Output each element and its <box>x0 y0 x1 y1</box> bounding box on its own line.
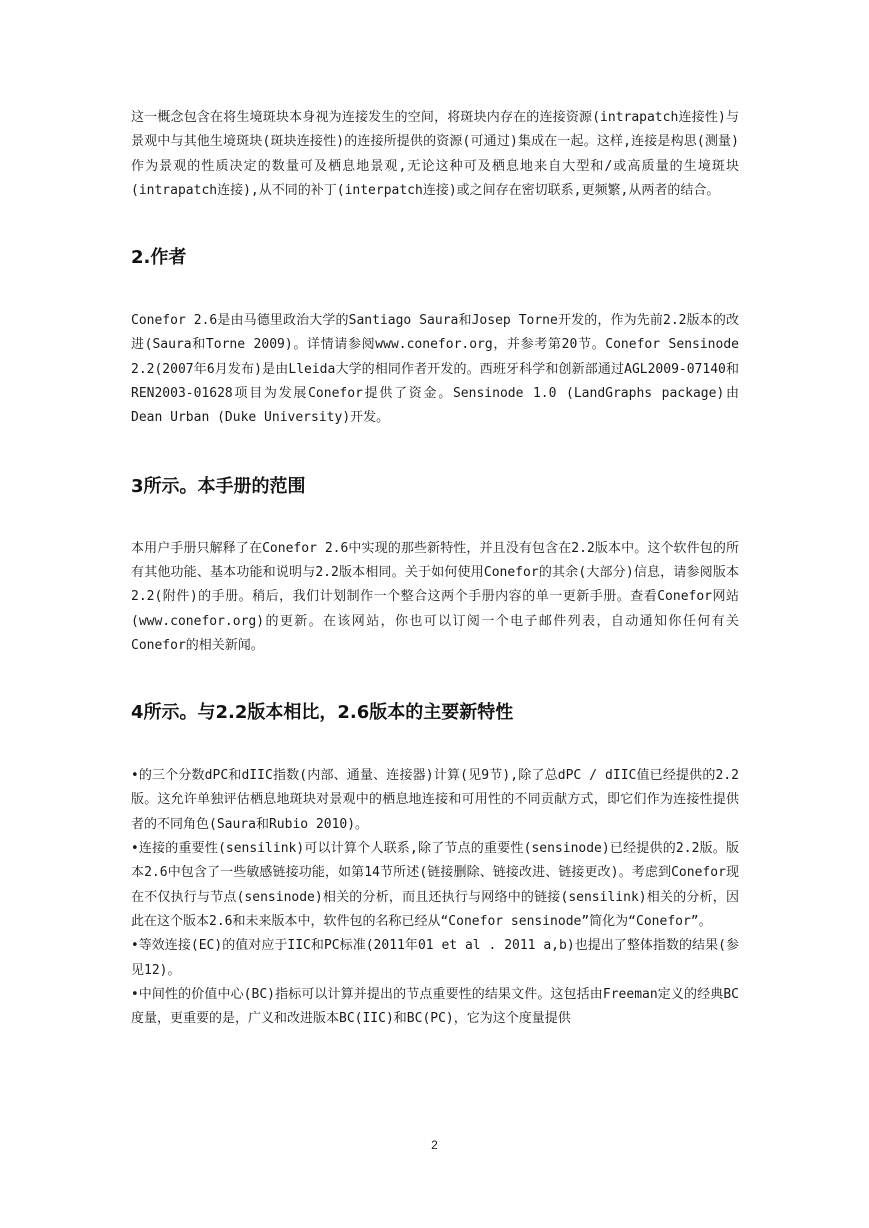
list-item-text: 的三个分数dPC和dIIC指数(内部、通量、连接器)计算(见9节),除了总dPC / dIIC值已经提供的2.2版。这允许单独评估栖息地斑块对景观中的栖息地连接和可用性的不同贡献方式，即它们作为连接性提供者的不同角色(Saura和Rubio 2010)。 <box>131 768 739 832</box>
bullet-icon: • <box>131 938 139 954</box>
page-number: 2 <box>431 1138 438 1152</box>
feature-bullet-list <box>131 764 739 1031</box>
list-item <box>131 934 739 983</box>
list-item <box>131 837 739 934</box>
bullet-icon: • <box>131 986 139 1002</box>
list-item-text: 等效连接(EC)的值对应于IIC和PC标准(2011年01 et al . 2011 a,b)也提出了整体指数的结果(参见12)。 <box>131 938 739 978</box>
section-4-heading: 4所示。与2.2版本相比，2.6版本的主要新特性 <box>131 702 514 724</box>
section-2-paragraph: Conefor 2.6是由马德里政治大学的Santiago Saura和Josep Torne开发的，作为先前2.2版本的改进(Saura和Torne 2009)。详情请参阅www.conefor.org，并参考第20节。Conefor Sensinode 2.2(2007年6月发布)是由Lleida大学的相同作者开发的。西班牙科学和创新部通过AGL2009-07140和REN2003-01628项目为发展Conefor提供了资金。Sensinode 1.0 (LandGraphs package)由Dean Urban (Duke University)开发。 <box>131 313 739 426</box>
section-3-heading: 3所示。本手册的范围 <box>131 475 306 497</box>
section-3-paragraph: 本用户手册只解释了在Conefor 2.6中实现的那些新特性，并且没有包含在2.2版本中。这个软件包的所有其他功能、基本功能和说明与2.2版本相同。关于如何使用Conefor的其余(大部分)信息，请参阅版本2.2(附件)的手册。稍后，我们计划制作一个整合这两个手册内容的单一更新手册。查看Conefor网站(www.conefor.org)的更新。在该网站，你也可以订阅一个电子邮件列表，自动通知你任何有关Conefor的相关新闻。 <box>131 540 739 653</box>
list-item <box>131 764 739 837</box>
intro-paragraph: 这一概念包含在将生境斑块本身视为连接发生的空间，将斑块内存在的连接资源(intrapatch连接性)与景观中与其他生境斑块(斑块连接性)的连接所提供的资源(可通过)集成在一起。这样,连接是构思(测量)作为景观的性质决定的数量可及栖息地景观,无论这种可及栖息地来自大型和/或高质量的生境斑块(intrapatch连接),从不同的补丁(interpatch连接)或之间存在密切联系,更频繁,从两者的结合。 <box>131 110 739 198</box>
list-item-text: 连接的重要性(sensilink)可以计算个人联系,除了节点的重要性(sensinode)已经提供的2.2版。版本2.6中包含了一些敏感链接功能，如第14节所述(链接删除、链接改进、链接更改)。考虑到Conefor现在不仅执行与节点(sensinode)相关的分析，而且还执行与网络中的链接(sensilink)相关的分析，因此在这个版本2.6和未来版本中，软件包的名称已经从“Conefor sensinode”简化为“Conefor”。 <box>131 841 739 929</box>
page-content <box>131 106 739 1031</box>
section-2-heading: 2.作者 <box>131 247 187 269</box>
list-item-text: 中间性的价值中心(BC)指标可以计算并提出的节点重要性的结果文件。这包括由Freeman定义的经典BC度量，更重要的是，广义和改进版本BC(IIC)和BC(PC)，它为这个度量提供 <box>131 986 739 1027</box>
list-item <box>131 983 739 1032</box>
bullet-icon: • <box>131 768 139 784</box>
bullet-icon: • <box>131 841 139 857</box>
